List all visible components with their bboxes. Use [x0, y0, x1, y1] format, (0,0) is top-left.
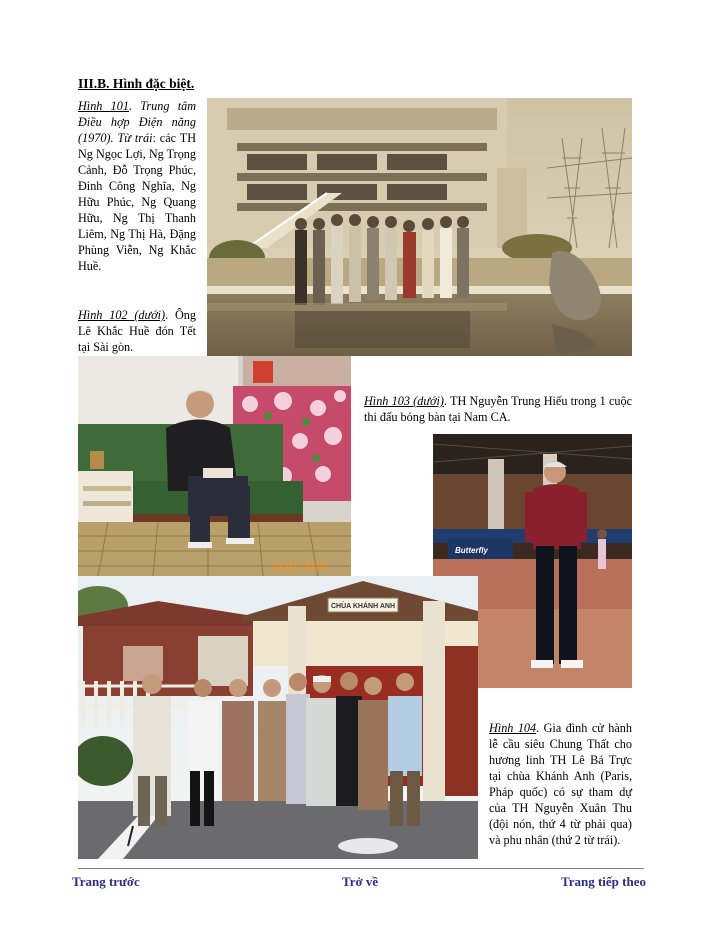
- photo-fig-102: [78, 356, 351, 576]
- caption-fig-104-label: Hình 104: [489, 721, 537, 735]
- next-page-link[interactable]: Trang tiếp theo: [561, 874, 646, 889]
- photo-fig-101: [207, 98, 632, 356]
- photo-date-stamp: 14-01-2010: [270, 561, 327, 573]
- caption-fig-103-text: . TH Nguyễn Trung Hiếu trong 1 cuộc thi đấu bóng bàn tại Nam CA.: [364, 394, 633, 424]
- caption-fig-104-text: . Gia đình cử hành lễ cầu siêu Chung Thất cho hương linh TH Lê Bá Trực tại chùa Khánh Anh (Paris, Pháp quốc) có sự tham dự của TH Nguyễn Xuân Thu (đội nón, thứ 4 từ phải qua) và phu nhân (thứ 2 từ trái).: [489, 721, 632, 847]
- section-title: III.B. Hình đặc biệt.: [78, 76, 195, 91]
- caption-fig-103-label: Hình 103 (dưới): [364, 394, 444, 408]
- caption-fig-101-title: . Trung tâm Điều hợp Điện năng (1970). Từ trái: [78, 99, 196, 145]
- caption-fig-103: [364, 393, 632, 425]
- caption-fig-101: [78, 98, 196, 274]
- caption-fig-101-text: : các TH Ng Ngọc Lợi, Ng Trọng Cảnh, Đỗ Trọng Phúc, Đinh Công Nghĩa, Ng Hữu Phúc, Ng Quang Hữu, Ng Thị Thanh Liêm, Ng Thị Hà, Đặng Phùng Viễn, Ng Khắc Huề.: [78, 131, 196, 273]
- photo-banner-text: Butterfly: [455, 546, 488, 555]
- temple-sign-text: CHÙA KHÁNH ANH: [330, 603, 396, 610]
- photo-fig-104: [78, 576, 478, 859]
- prev-page-link[interactable]: Trang trước: [72, 874, 140, 889]
- caption-fig-104: [489, 720, 632, 848]
- caption-fig-101-label: Hình 101: [78, 99, 129, 113]
- caption-fig-102-label: Hình 102 (dưới): [78, 308, 166, 322]
- footer-divider: [78, 868, 644, 869]
- caption-fig-102-text: . Ông Lê Khắc Huề đón Tết tại Sài gòn.: [78, 308, 196, 354]
- caption-fig-102: [78, 307, 196, 355]
- home-link[interactable]: Trở về: [342, 874, 379, 889]
